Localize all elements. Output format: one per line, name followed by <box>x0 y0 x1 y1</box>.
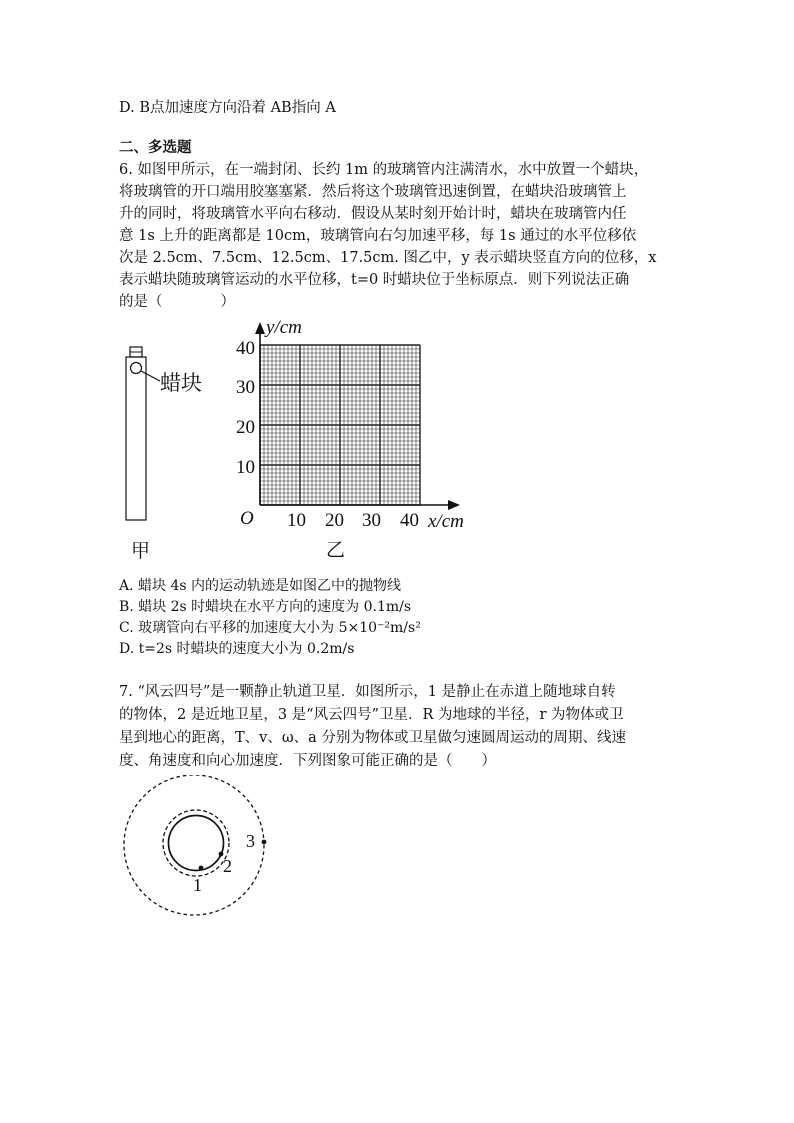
figure-label-jia: 甲 <box>131 541 151 562</box>
label-1: 1 <box>193 875 202 895</box>
orbit-near-earth <box>163 810 229 876</box>
x-tick-label: 40 <box>400 510 419 531</box>
prev-option-d: D. B点加速度方向沿着 AB指向 A <box>119 100 336 116</box>
satellite-3-dot <box>262 840 267 845</box>
x-axis-label: x/cm <box>428 511 464 532</box>
glass-tube <box>126 357 146 520</box>
label-2: 2 <box>223 856 232 876</box>
y-tick-label: 30 <box>236 377 255 398</box>
q6-line: 的是（ ） <box>119 294 235 310</box>
q6-option-c: C. 玻璃管向右平移的加速度大小为 5×10⁻²m/s² <box>119 620 421 636</box>
candle-pointer <box>141 371 160 381</box>
q6-option-a: A. 蜡块 4s 内的运动轨迹是如图乙中的抛物线 <box>119 578 402 594</box>
q7-line: 度、角速度和向心加速度．下列图象可能正确的是（ ） <box>119 753 496 769</box>
q7-orbit-figure <box>115 775 275 920</box>
y-tick-label: 10 <box>236 457 255 478</box>
candle-label: 蜡块 <box>160 371 202 395</box>
q6-line: 表示蜡块随玻璃管运动的水平位移，t=0 时蜡块位于坐标原点．则下列说法正确 <box>119 272 630 288</box>
q6-option-d: D. t=2s 时蜡块的速度大小为 0.2m/s <box>119 641 355 657</box>
y-axis-label: y/cm <box>266 317 302 338</box>
candle-block <box>131 363 142 374</box>
q6-line: 升的同时，将玻璃管水平向右移动．假设从某时刻开始计时，蜡块在玻璃管内任 <box>119 206 627 222</box>
grid-graph <box>236 317 464 561</box>
figure-label-yi: 乙 <box>326 540 346 561</box>
y-tick-label: 40 <box>236 338 255 359</box>
x-axis-arrow <box>448 500 460 510</box>
q7-line: 星到地心的距离，T、v、ω、a 分别为物体或卫星做匀速圆周运动的周期、线速 <box>119 730 626 746</box>
q7-line: 的物体，2 是近地卫星，3 是“风云四号”卫星．R 为地球的半径，r 为物体或卫 <box>119 707 624 723</box>
y-axis-arrow <box>255 322 265 334</box>
x-tick-label: 10 <box>287 510 306 531</box>
earth-circle <box>169 816 224 871</box>
q6-option-b: B. 蜡块 2s 时蜡块在水平方向的速度为 0.1m/s <box>119 599 412 615</box>
q7-line: 7. “风云四号”是一颗静止轨道卫星．如图所示，1 是静止在赤道上随地球自转 <box>119 684 616 700</box>
y-tick-label: 20 <box>236 417 255 438</box>
glass-tube-figure <box>126 347 202 562</box>
x-tick-label: 20 <box>325 510 344 531</box>
q6-figure <box>110 310 490 570</box>
label-3: 3 <box>246 831 255 851</box>
q6-line: 意 1s 上升的距离都是 10cm，玻璃管向右匀加速平移，每 1s 通过的水平位移依 <box>119 228 637 244</box>
object-1-dot <box>199 866 204 871</box>
q6-line: 将玻璃管的开口端用胶塞塞紧．然后将这个玻璃管迅速倒置，在蜡块沿玻璃管上 <box>119 184 627 200</box>
origin-label: O <box>240 508 254 529</box>
q6-line: 6. 如图甲所示，在一端封闭、长约 1m 的玻璃管内注满清水，水中放置一个蜡块， <box>119 162 649 178</box>
q6-line: 次是 2.5cm、7.5cm、12.5cm、17.5cm. 图乙中，y 表示蜡块竖直方向的位移，x <box>119 250 657 266</box>
section-title: 二、多选题 <box>119 139 192 156</box>
x-tick-label: 30 <box>362 510 381 531</box>
